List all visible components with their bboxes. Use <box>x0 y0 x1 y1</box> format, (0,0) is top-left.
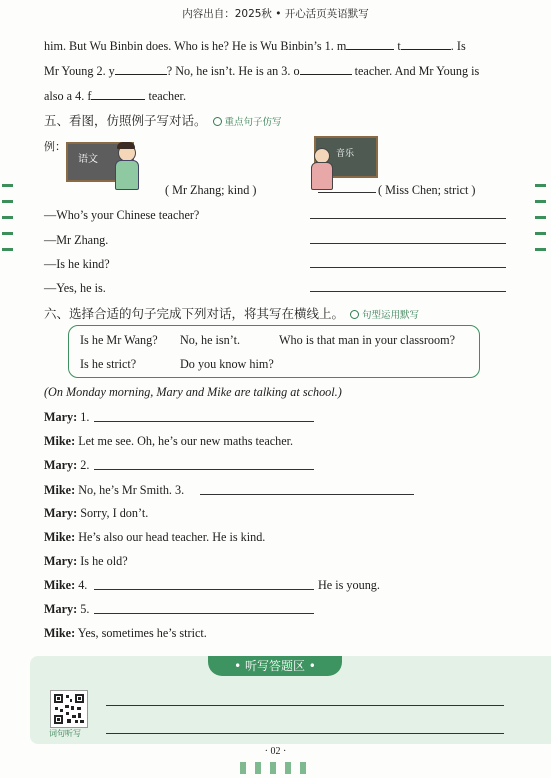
dialogue-row <box>44 602 89 617</box>
answer-line-5[interactable] <box>94 613 314 614</box>
dialogue-row <box>44 578 87 593</box>
example-label: 例： <box>44 140 66 153</box>
passage-line-3 <box>44 88 186 104</box>
line-text: 1. <box>80 410 90 424</box>
section-tag <box>213 117 282 128</box>
speaker: Mary: <box>44 410 78 424</box>
caption-right: ( Miss Chen; strict ) <box>378 183 476 197</box>
passage-text: t <box>397 39 401 53</box>
speaker: Mike: <box>44 578 76 592</box>
passage-text: ? No, he isn’t. He is an 3. o <box>166 64 300 78</box>
dialogue-row <box>44 458 89 473</box>
line-text: Is he old? <box>80 554 128 568</box>
footer-bars <box>240 762 315 778</box>
option-item: Is he Mr Wang? <box>80 333 158 347</box>
passage-text: Mr Young 2. y <box>44 64 115 78</box>
qr-code-icon[interactable] <box>50 690 88 728</box>
section-6-title <box>44 304 419 322</box>
passage-text: teacher. And Mr Young is <box>354 64 480 78</box>
dialogue-row <box>44 626 207 641</box>
line-text: 2. <box>80 458 90 472</box>
teacher-illustration-left <box>66 142 156 190</box>
answer-line-1[interactable] <box>94 421 314 422</box>
side-tab-mark <box>535 216 546 219</box>
answer-line[interactable] <box>310 243 506 244</box>
dialogue-line: —Who’s your Chinese teacher? <box>44 208 200 222</box>
qr-code-graphic <box>51 691 87 727</box>
blank-1b[interactable] <box>401 38 451 50</box>
footer-bar <box>270 762 276 774</box>
speaker: Mary: <box>44 458 78 472</box>
scene-description: (On Monday morning, Mary and Mike are talking at school.) <box>44 385 342 399</box>
dialogue-row <box>44 530 265 545</box>
line-text: He is young. <box>318 578 380 592</box>
side-tab-mark <box>2 200 13 203</box>
passage-line-2 <box>44 63 479 79</box>
dialogue-line: —Yes, he is. <box>44 281 106 295</box>
dialogue-row <box>44 483 184 498</box>
passage-text: also a 4. f <box>44 89 92 103</box>
line-text: Let me see. Oh, he’s our new maths teacher. <box>78 434 294 448</box>
dialogue-line: —Mr Zhang. <box>44 233 109 247</box>
blank-2[interactable] <box>115 63 167 75</box>
side-tab-mark <box>2 248 13 251</box>
speaker: Mike: <box>44 626 76 640</box>
option-item: No, he isn’t. <box>180 333 241 347</box>
page-number: · 02 · <box>264 746 287 757</box>
teacher-hair <box>117 142 135 149</box>
gear-icon <box>350 310 359 319</box>
dialogue-row <box>44 434 293 449</box>
side-tab-mark <box>535 184 546 187</box>
side-tab-mark <box>2 184 13 187</box>
qr-label: 词句听写 <box>49 729 81 738</box>
speaker: Mary: <box>44 506 78 520</box>
side-tab-mark <box>2 216 13 219</box>
line-text: He’s also our head teacher. He is kind. <box>78 530 266 544</box>
tag-text: 重点句子仿写 <box>224 117 282 128</box>
teacher-body <box>311 162 333 190</box>
answer-line-caption[interactable] <box>318 192 376 193</box>
speaker: Mary: <box>44 554 78 568</box>
footer-bar <box>255 762 261 774</box>
dictation-line[interactable] <box>106 705 504 706</box>
line-text: 4. <box>78 578 88 592</box>
section-title-text: 五、看图，仿照例子写对话。 <box>44 113 207 128</box>
dialogue-row <box>44 410 89 425</box>
board-text: 语文 <box>78 154 98 165</box>
blank-4[interactable] <box>91 88 145 100</box>
dialogue-row <box>44 506 148 521</box>
answer-line[interactable] <box>310 218 506 219</box>
passage-text: him. But Wu Binbin does. Who is he? He is Wu Binbin’s 1. m <box>44 39 347 53</box>
board-text: 音乐 <box>336 149 355 159</box>
speaker: Mike: <box>44 434 76 448</box>
footer-bar <box>240 762 246 774</box>
dictation-line[interactable] <box>106 733 504 734</box>
speaker: Mike: <box>44 530 76 544</box>
section-tag <box>350 310 419 321</box>
footer-bar <box>300 762 306 774</box>
side-tab-mark <box>535 248 546 251</box>
blank-3[interactable] <box>300 63 352 75</box>
option-item: Do you know him? <box>180 357 274 371</box>
speaker: Mary: <box>44 602 78 616</box>
answer-line-4[interactable] <box>94 589 314 590</box>
blank-1[interactable] <box>346 38 394 50</box>
line-text: 5. <box>80 602 90 616</box>
section-5-title <box>44 111 282 129</box>
side-tab-mark <box>2 232 13 235</box>
dialogue-row <box>44 554 128 569</box>
passage-text: . Is <box>450 39 466 53</box>
tag-text: 句型运用默写 <box>362 310 420 321</box>
passage-text: teacher. <box>148 89 186 103</box>
option-item: Is he strict? <box>80 357 137 371</box>
speaker: Mike: <box>44 483 76 497</box>
answer-line-3[interactable] <box>200 494 414 495</box>
dictation-badge: • 听写答题区 • <box>208 656 342 676</box>
answer-line[interactable] <box>310 267 506 268</box>
section-title-text: 六、选择合适的句子完成下列对话，将其写在横线上。 <box>44 306 345 321</box>
side-tab-mark <box>535 232 546 235</box>
answer-line[interactable] <box>310 291 506 292</box>
line-text: Sorry, I don’t. <box>80 506 149 520</box>
passage-line-1 <box>44 38 466 54</box>
footer-bar <box>285 762 291 774</box>
dialogue-line: —Is he kind? <box>44 257 110 271</box>
caption-left: ( Mr Zhang; kind ) <box>165 183 257 197</box>
answer-line-2[interactable] <box>94 469 314 470</box>
teacher-illustration-right <box>308 136 378 192</box>
teacher-body <box>115 160 139 190</box>
side-tab-mark <box>535 200 546 203</box>
line-text: Yes, sometimes he’s strict. <box>77 626 207 640</box>
gear-icon <box>213 117 222 126</box>
option-item: Who is that man in your classroom? <box>279 333 456 347</box>
page-header: 内容出自：2025秋 • 开心活页英语默写 <box>182 8 369 20</box>
line-text: No, he’s Mr Smith. 3. <box>78 483 185 497</box>
